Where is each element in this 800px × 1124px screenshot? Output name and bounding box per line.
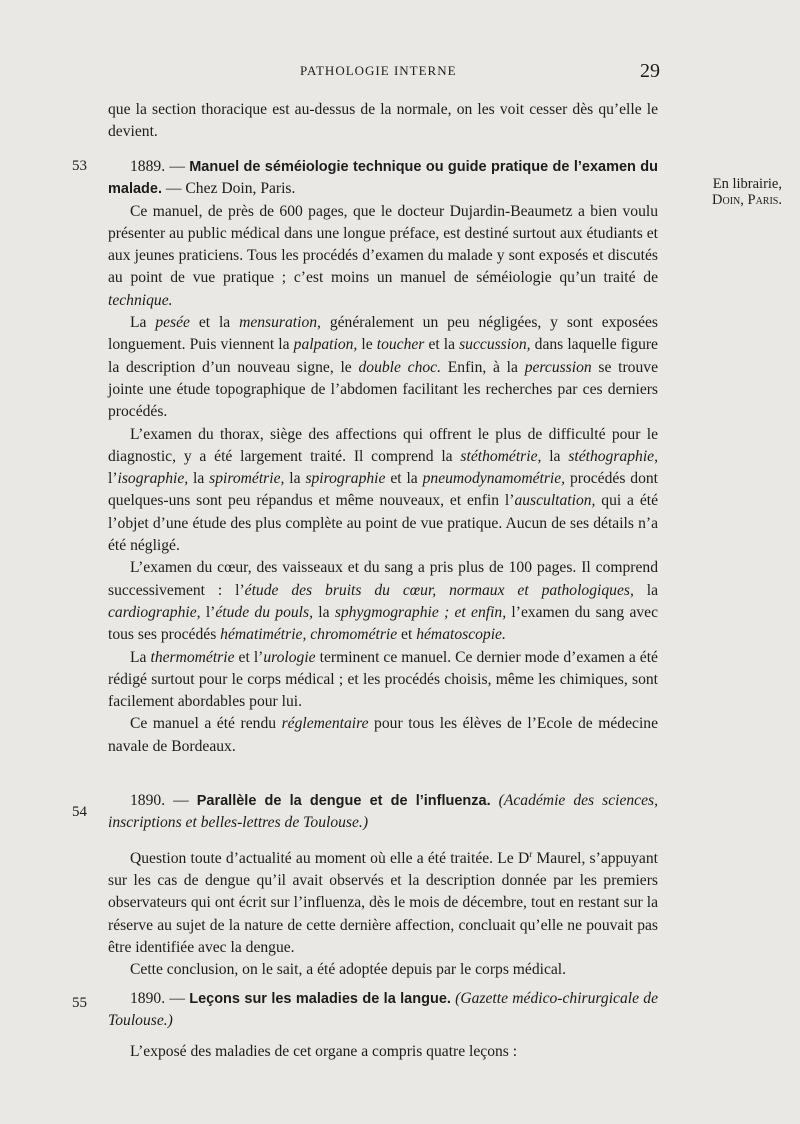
entry-53-paragraph-2: La pesée et la mensuration, généralement un peu négligées, y sont exposées longuement. Puis viennent la palpation, le toucher et la succussion, dans laquelle figure la description d’un nouveau signe, le double choc. Enfin, à la percussion se trouve jointe une étude topographique de l’abdomen facilitant les recherches par ces derniers procédés. bbox=[108, 314, 658, 421]
intro-text: que la section thoracique est au-dessus de la normale, on les voit cesser dès qu’elle le devient. bbox=[108, 101, 658, 141]
running-title: PATHOLOGIE INTERNE bbox=[300, 63, 457, 78]
entry-number-54: 54 bbox=[72, 804, 87, 820]
entry-55-year: 1890. — bbox=[130, 990, 185, 1007]
entry-54-title: Parallèle de la dengue et de l’influenza. bbox=[196, 793, 491, 809]
entry-53-paragraph-3: L’examen du thorax, siège des affections qui offrent le plus de difficulté pour le diagnostic, y a été largement traité. Il comprend la stéthométrie, la stéthographie, l’isographie, la spirométrie, la spirographie et la pneumodynamométrie, procédés dont quelques-uns sont peu répandus et même nouveaux, et enfin l’auscultation, qui a été l’objet d’une étude des plus complète au point de vue pratique. Aucun de ses détails n’a été négligé. bbox=[108, 425, 659, 555]
side-note bbox=[676, 176, 782, 208]
entry-53-title: Manuel de séméiologie technique ou guide pratique de l’examen du malade. bbox=[108, 159, 658, 198]
intro-paragraph bbox=[108, 99, 658, 144]
entry-55-source: (Gazette médico-chirurgicale de Toulouse.) bbox=[108, 990, 658, 1030]
entry-54-heading bbox=[108, 790, 658, 835]
entry-54 bbox=[108, 790, 658, 982]
side-note-line-2: Doin, Paris. bbox=[712, 192, 782, 208]
entry-53-publisher: — Chez Doin, Paris. bbox=[162, 180, 296, 198]
entry-54-paragraph-2: Cette conclusion, on le sait, a été adoptée depuis par le corps médical. bbox=[130, 961, 567, 979]
entry-54-paragraph-1: Question toute d’actualité au moment où elle a été traitée. Le $D^r$ Maurel, s’appuyant sur les cas de dengue qu’il avait observés et la description donnée par les premiers observateurs qui ont écrit sur l’influenza, dès le mois de décembre, tout en restant sur la réserve au sujet de la nature de cette dernière affection, concluait qu’elle ne pouvait pas être identifiée avec la dengue. bbox=[108, 848, 658, 956]
entry-54-year: 1890. — bbox=[130, 792, 189, 809]
entry-55-heading bbox=[108, 988, 658, 1033]
entry-53-paragraph-5: La thermométrie et l’urologie terminent ce manuel. Ce dernier mode d’examen a été rédigé surtout pour le corps médical ; et les procédés choisis, même les chimiques, sont facilement abordables pour lui. bbox=[108, 648, 658, 711]
side-note-line-1: En librairie, bbox=[712, 176, 782, 192]
entry-55-title: Leçons sur les maladies de la langue. bbox=[189, 991, 451, 1007]
entry-53 bbox=[108, 156, 658, 758]
entry-55-paragraph-1: L’exposé des maladies de cet organe a compris quatre leçons : bbox=[130, 1042, 518, 1060]
entry-53-paragraph-1: Ce manuel, de près de 600 pages, que le docteur Dujardin-Beaumetz a bien voulu présenter au public médical dans une longue préface, est destiné surtout aux étudiants et aux jeunes praticiens. Tous les procédés d’examen du malade y sont exposés et discutés au point de vue pratique ; c’est moins un manuel de séméiologie qu’un traité de technique. bbox=[108, 202, 658, 309]
entry-53-paragraph-6: Ce manuel a été rendu réglementaire pour tous les élèves de l’Ecole de médecine navale de Bordeaux. bbox=[108, 715, 658, 755]
entry-53-heading bbox=[108, 156, 658, 201]
entry-54-source: (Académie des sciences, inscriptions et belles-lettres de Toulouse.) bbox=[108, 792, 658, 832]
entry-55 bbox=[108, 988, 658, 1063]
entry-number-53: 53 bbox=[72, 158, 87, 174]
entry-number-55: 55 bbox=[72, 995, 87, 1011]
page-number: 29 bbox=[640, 60, 660, 82]
entry-53-year: 1889. — bbox=[130, 158, 185, 175]
entry-53-paragraph-4: L’examen du cœur, des vaisseaux et du sang a pris plus de 100 pages. Il comprend successivement : l’étude des bruits du cœur, normaux et pathologiques, la cardiographie, l’étude du pouls, la sphygmographie ; et enfin, l’examen du sang avec tous ses procédés hématimétrie, chromométrie et hématoscopie. bbox=[108, 559, 659, 644]
